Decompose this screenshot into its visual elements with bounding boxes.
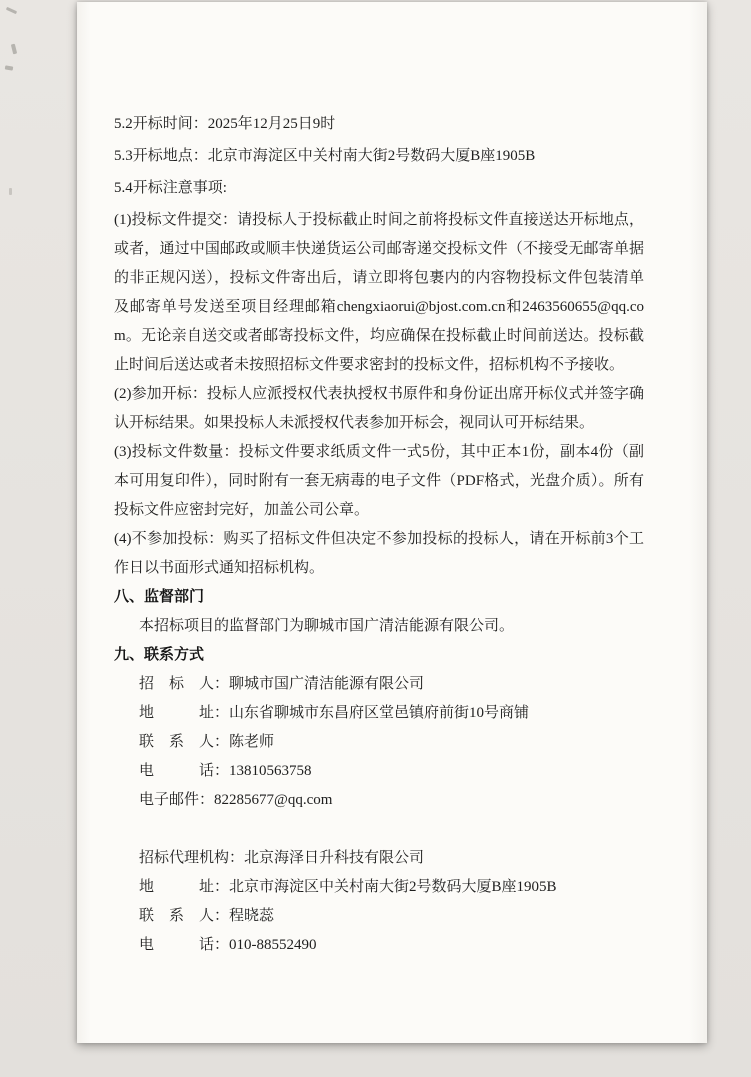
- agency-address-value: 北京市海淀区中关村南大街2号数码大厦B座1905B: [229, 879, 557, 895]
- agency-address-label: 地 址：: [139, 879, 230, 895]
- bidder-contact-person-value: 陈老师: [229, 734, 275, 750]
- agency-address-row: [114, 873, 644, 902]
- bidder-name-label: 招 标 人：: [139, 676, 230, 692]
- bidder-address-value: 山东省聊城市东昌府区堂邑镇府前街10号商铺: [229, 705, 530, 721]
- section-9-heading: 九、联系方式: [114, 647, 205, 663]
- agency-phone-row: [114, 931, 644, 960]
- bidder-address-label: 地 址：: [139, 705, 230, 721]
- bidder-name-value: 聊城市国广清洁能源有限公司: [229, 676, 425, 692]
- section-8-heading: 八、监督部门: [114, 589, 205, 605]
- bidder-phone-label: 电 话：: [139, 763, 230, 779]
- document-content: [77, 2, 707, 960]
- bid-opening-time-line: 5.2开标时间：2025年12月25日9时: [114, 116, 336, 132]
- bidder-contact-person-label: 联 系 人：: [139, 734, 230, 750]
- bidder-name-row: [114, 670, 644, 699]
- bidder-email-value: 82285677@qq.com: [214, 792, 333, 808]
- document-page: [77, 2, 707, 1043]
- section-8-body: 本招标项目的监督部门为聊城市国广清洁能源有限公司。: [139, 618, 515, 634]
- scan-artifact: [5, 65, 14, 70]
- agency-contact-person-label: 联 系 人：: [139, 908, 230, 924]
- agency-contact-person-row: [114, 902, 644, 931]
- bidder-phone-value: 13810563758: [229, 763, 312, 779]
- bidder-email-label: 电子邮件：: [139, 792, 215, 808]
- agency-contact-block: [114, 844, 644, 960]
- agency-name-label: 招标代理机构：: [139, 850, 245, 866]
- bid-opening-place-line: 5.3开标地点：北京市海淀区中关村南大街2号数码大厦B座1905B: [114, 148, 536, 164]
- agency-contact-person-value: 程晓蕊: [229, 908, 275, 924]
- bidder-contact-person-row: [114, 728, 644, 757]
- bidder-contact-block: [114, 670, 644, 815]
- agency-name-value: 北京海泽日升科技有限公司: [244, 850, 425, 866]
- agency-name-row: [114, 844, 644, 873]
- note-1-submission: (1)投标文件提交：请投标人于投标截止时间之前将投标文件直接送达开标地点，或者，通过中国邮政或顺丰快递货运公司邮寄递交投标文件（不接受无邮寄单据的非正规闪送），投标文件寄出后，请立即将包裹内的内容物投标文件包装清单及邮寄单号发送至项目经理邮箱chengxiaorui@bjost.com.cn和2463560655@qq.com。无论亲自送交或者邮寄投标文件，均应确保在投标截止时间前送达。投标截止时间后送达或者未按照招标文件要求密封的投标文件，招标机构不予接收。: [114, 212, 644, 373]
- agency-phone-label: 电 话：: [139, 937, 230, 953]
- agency-phone-value: 010-88552490: [229, 937, 317, 953]
- block-spacer: [114, 815, 644, 844]
- note-3-document-quantity: (3)投标文件数量：投标文件要求纸质文件一式5份，其中正本1份，副本4份（副本可用复印件），同时附有一套无病毒的电子文件（PDF格式，光盘介质）。所有投标文件应密封完好，加盖公司公章。: [114, 444, 644, 518]
- note-4-non-participation: (4)不参加投标：购买了招标文件但决定不参加投标的投标人，请在开标前3个工作日以书面形式通知招标机构。: [114, 531, 644, 576]
- bidder-address-row: [114, 699, 644, 728]
- scan-artifact: [6, 7, 17, 14]
- scan-artifact: [9, 188, 12, 195]
- bidder-email-row: [114, 786, 644, 815]
- note-2-attendance: (2)参加开标：投标人应派授权代表执授权书原件和身份证出席开标仪式并签字确认开标结果。如果投标人未派授权代表参加开标会，视同认可开标结果。: [114, 386, 644, 431]
- bid-opening-notes-title: 5.4开标注意事项:: [114, 180, 227, 196]
- scan-artifact: [11, 44, 17, 55]
- bidder-phone-row: [114, 757, 644, 786]
